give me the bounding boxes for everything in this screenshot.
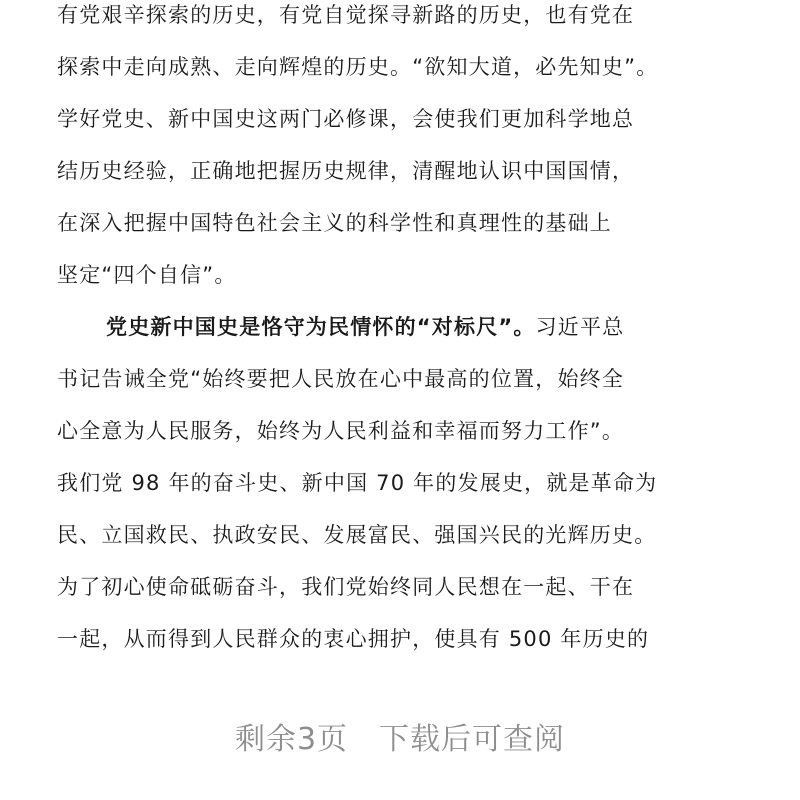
text-line: 坚定“四个自信”。	[57, 263, 237, 287]
section-heading: 党史新中国史是恪守为民情怀的“对标尺”。	[106, 315, 536, 339]
text-line: 有党艰辛探索的历史，有党自觉探寻新路的历史，也有党在	[57, 3, 635, 27]
text-segment: 习近平总	[535, 315, 625, 339]
text-line: 在深入把握中国特色社会主义的科学性和真理性的基础上	[57, 211, 612, 235]
text-line: 结历史经验，正确地把握历史规律，清醒地认识中国国情，	[57, 159, 635, 183]
text-line: 探索中走向成熟、走向辉煌的历史。“欲知大道，必先知史”。	[57, 55, 659, 79]
text-line: 学好党史、新中国史这两门必修课，会使我们更加科学地总	[57, 107, 635, 131]
text-line: 我们党 98 年的奋斗史、新中国 70 年的发展史，就是革命为	[57, 471, 658, 495]
text-line: 为了初心使命砥砺奋斗，我们党始终同人民想在一起、干在	[57, 575, 635, 599]
text-line: 一起，从而得到人民群众的衷心拥护，使具有 500 年历史的	[57, 627, 650, 651]
text-line: 民、立国救民、执政安民、发展富民、强国兴民的光辉历史。	[57, 523, 657, 547]
text-line: 心全意为人民服务，始终为人民利益和幸福而努力工作”。	[57, 419, 625, 443]
text-line	[106, 312, 756, 342]
text-line: 书记告诫全党“始终要把人民放在心中最高的位置，始终全	[57, 367, 625, 391]
remaining-pages-download-link[interactable]: 剩余3页 下载后可查阅	[234, 722, 566, 757]
